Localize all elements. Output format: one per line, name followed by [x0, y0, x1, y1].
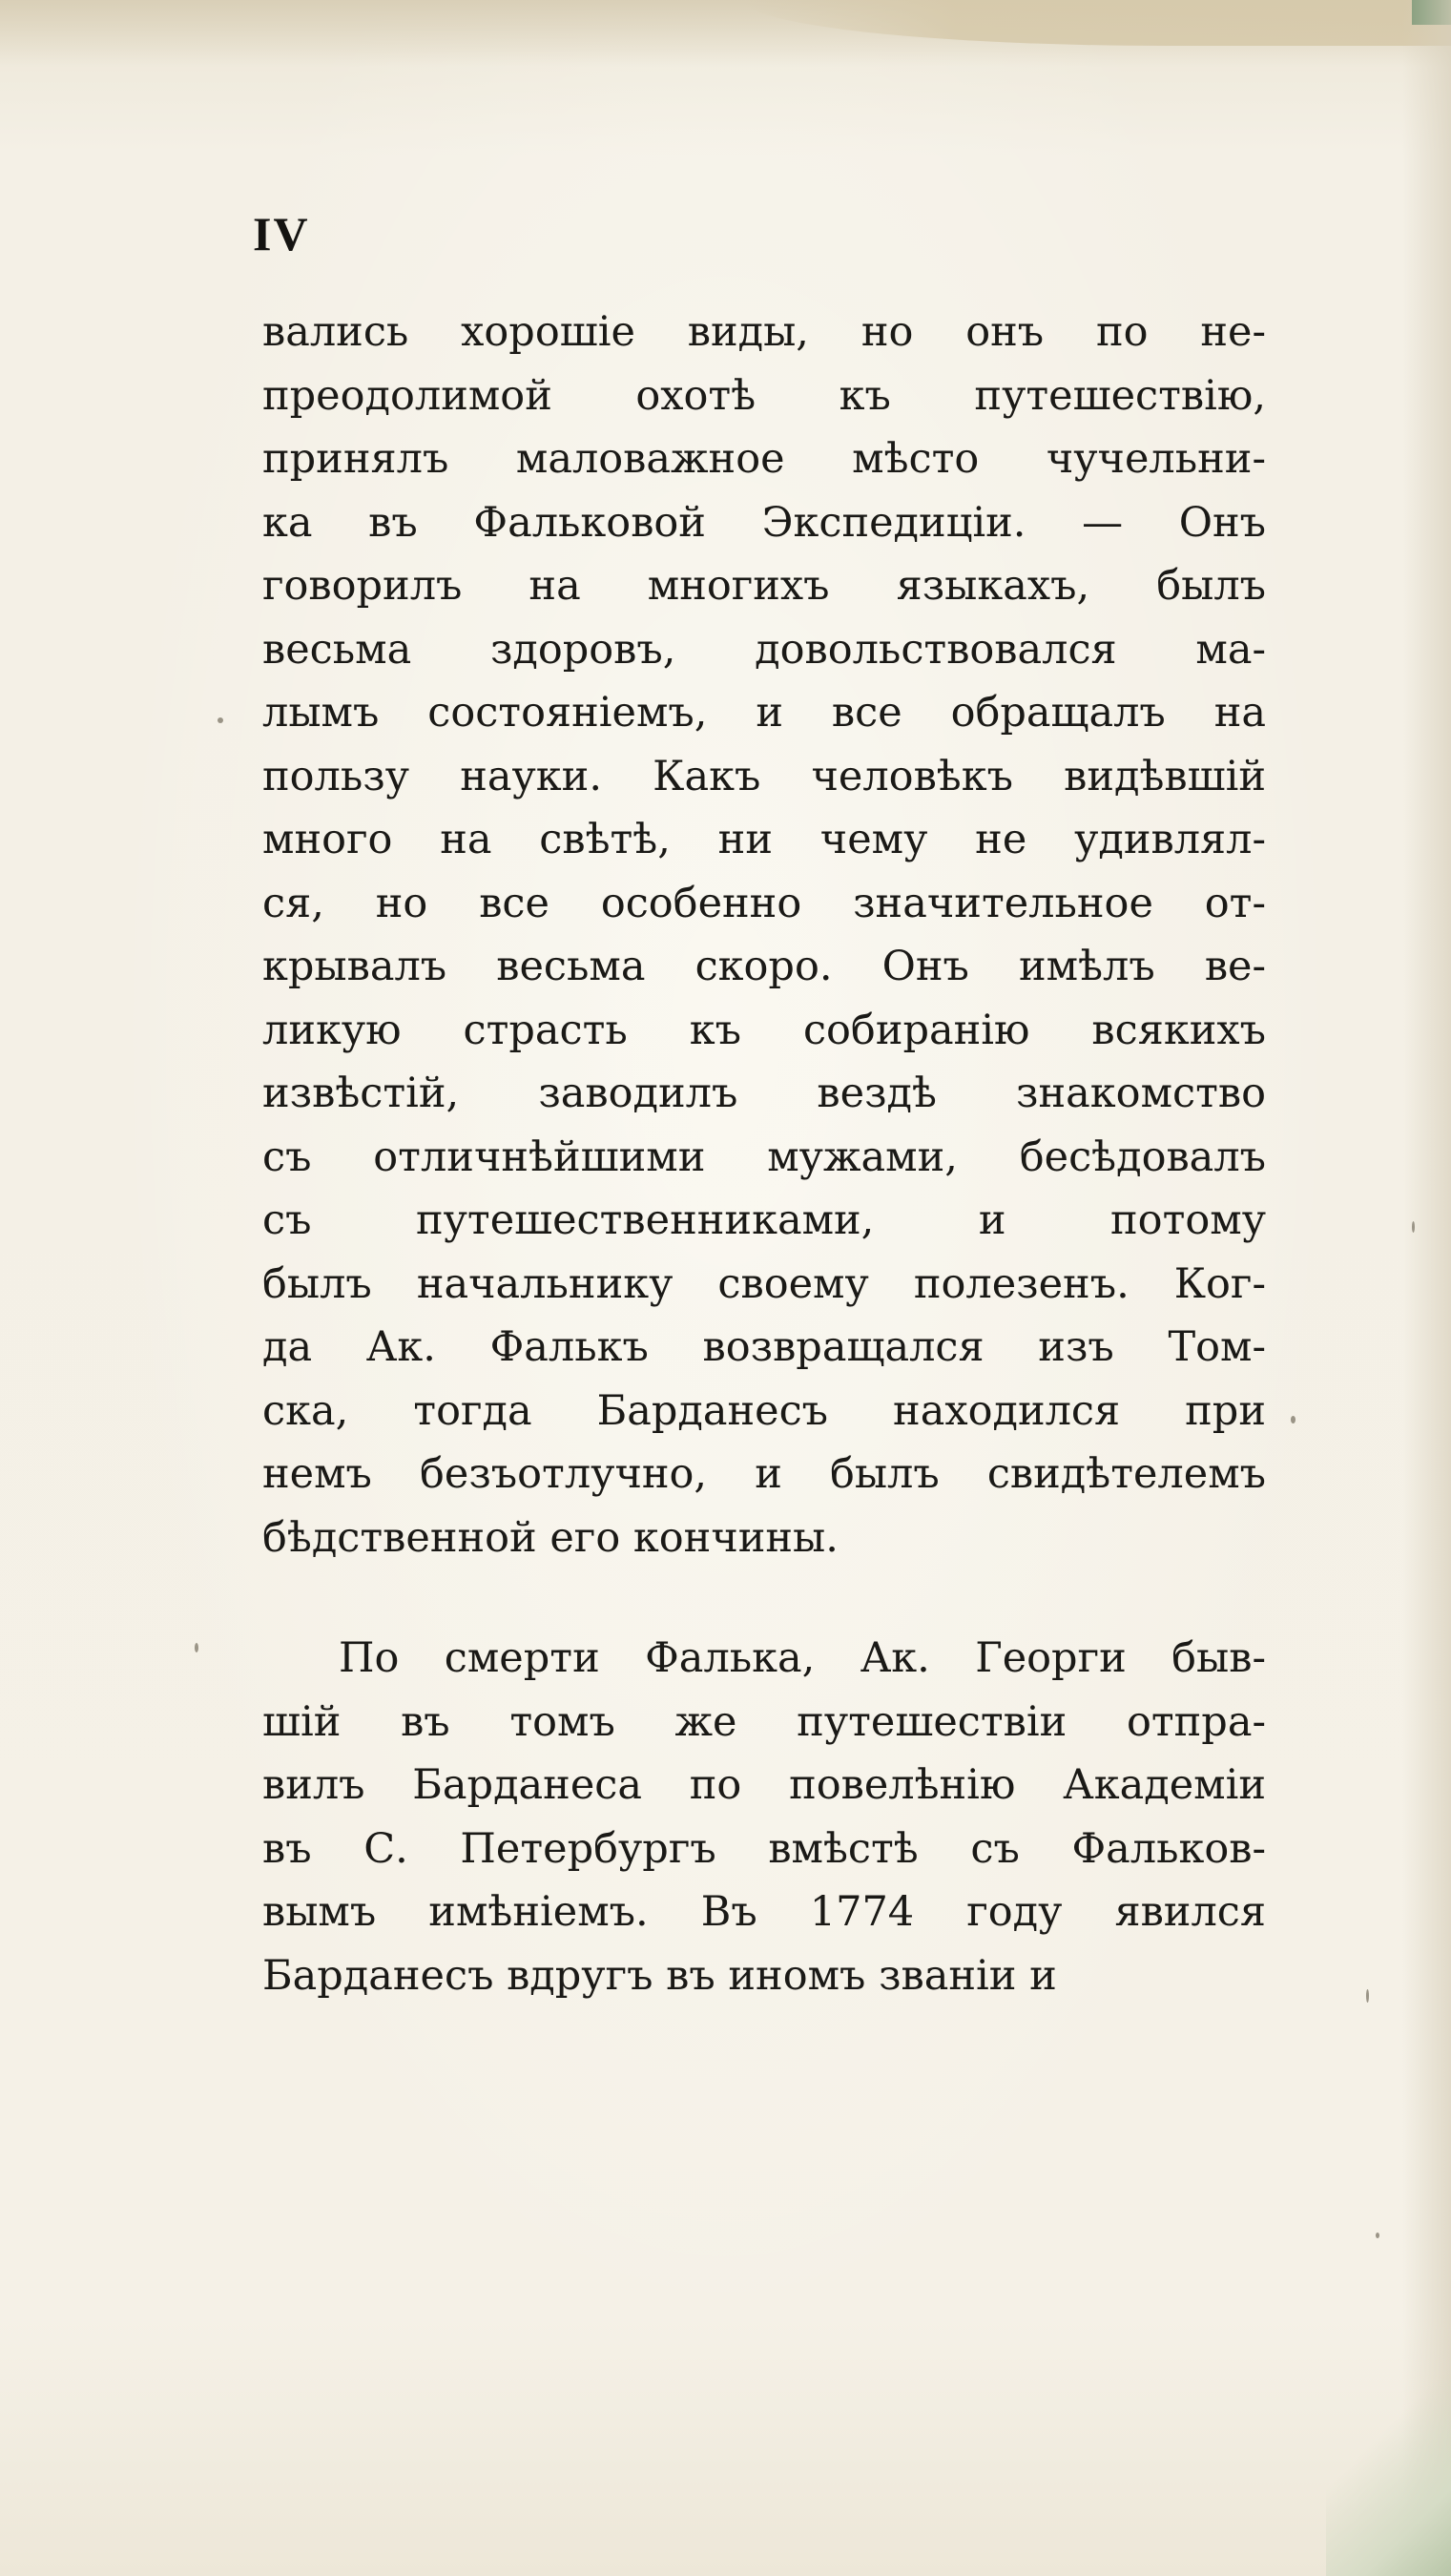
text-line: былъ начальнику своему полезенъ. Ког- [262, 1260, 1266, 1308]
text-line: ка въ Фальковой Экспедиціи. — Онъ [262, 499, 1266, 547]
text-line: пользу науки. Какъ человѣкъ видѣвшій [262, 753, 1266, 800]
text-line: шій въ томъ же путешествіи отпра- [262, 1698, 1266, 1746]
ink-speck [218, 717, 223, 723]
ink-speck [1291, 1416, 1296, 1423]
right-page-edge [1402, 0, 1451, 2576]
ink-speck [195, 1643, 198, 1652]
text-line: вались хорошіе виды, но онъ по не- [262, 308, 1266, 356]
page-number: IV [253, 207, 310, 260]
text-line: принялъ маловажное мѣсто чучельни- [262, 435, 1266, 483]
text-line: извѣстій, заводилъ вездѣ знакомство [262, 1070, 1266, 1117]
text-line: лымъ состояніемъ, и все обращалъ на [262, 689, 1266, 737]
text-line: съ отличнѣйшими мужами, бесѣдовалъ [262, 1133, 1266, 1181]
text-line: немъ безъотлучно, и былъ свидѣтелемъ [262, 1450, 1266, 1498]
text-line: Барданесъ вдругъ въ иномъ званіи и [262, 1952, 1057, 2000]
text-line: много на свѣтѣ, ни чему не удивлял- [262, 816, 1266, 863]
text-line: По смерти Фалька, Ак. Георги быв- [339, 1634, 1266, 1682]
text-line: говорилъ на многихъ языкахъ, былъ [262, 562, 1266, 610]
text-line: ска, тогда Барданесъ находился при [262, 1387, 1266, 1435]
text-line: въ С. Петербургъ вмѣстѣ съ Фальков- [262, 1825, 1266, 1873]
ink-speck [1376, 2233, 1379, 2238]
text-line: крывалъ весьма скоро. Онъ имѣлъ ве- [262, 943, 1266, 990]
text-line: ся, но все особенно значительное от- [262, 880, 1266, 927]
text-line: съ путешественниками, и потому [262, 1196, 1266, 1244]
ink-speck [1412, 1221, 1415, 1233]
text-line: ликую страсть къ собиранію всякихъ [262, 1007, 1266, 1054]
text-line: вилъ Барданеса по повелѣнію Академіи [262, 1761, 1266, 1809]
page-corner-discoloration [1326, 2347, 1451, 2576]
text-line: бѣдственной его кончины. [262, 1514, 839, 1562]
text-line: весьма здоровъ, довольствовался ма- [262, 626, 1266, 674]
text-line: вымъ имѣніемъ. Въ 1774 году явился [262, 1888, 1266, 1936]
ink-speck [1366, 1989, 1369, 2003]
text-line: да Ак. Фалькъ возвращался изъ Том- [262, 1323, 1266, 1371]
text-line: преодолимой охотѣ къ путешествію, [262, 372, 1266, 420]
